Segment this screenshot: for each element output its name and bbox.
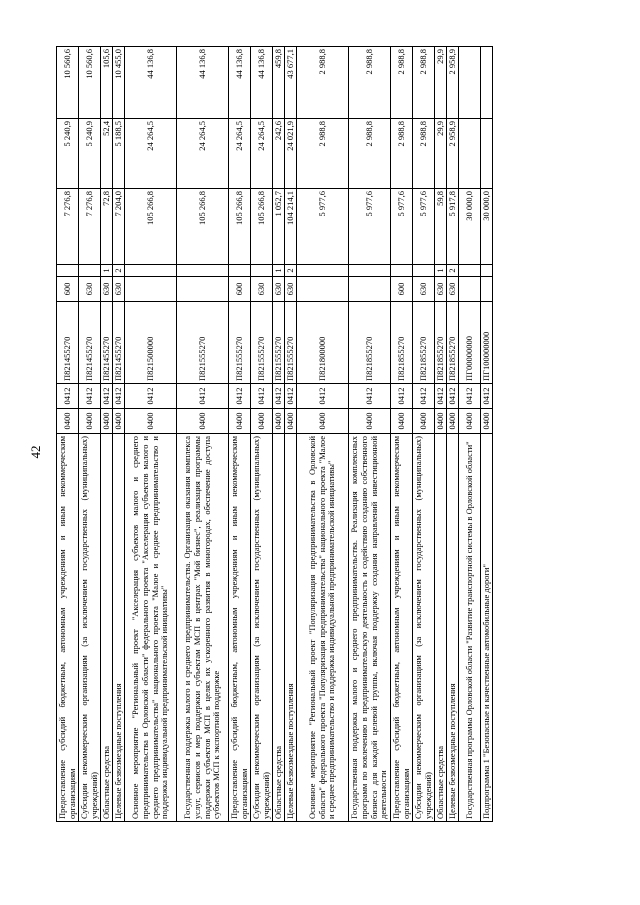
source-code xyxy=(391,265,413,277)
source-code: 2 xyxy=(447,265,459,277)
target-article-code: П821800000 xyxy=(297,302,349,384)
source-code: 1 xyxy=(273,265,285,277)
source-code: 2 xyxy=(113,265,125,277)
subsection-code: 0412 xyxy=(113,384,125,409)
expense-type-code: 630 xyxy=(79,277,101,302)
row-name: Предоставление субсидий бюджетным, автономным учреждениям и иным некоммерческим организациям xyxy=(391,434,413,822)
section-code: 0400 xyxy=(349,409,391,434)
row-name: Государственная программа Орловской области "Развитие транспортной системы в Орловской области" xyxy=(459,434,481,822)
target-article-code: П821855270 xyxy=(391,302,413,384)
expense-type-code: 600 xyxy=(229,277,251,302)
section-code: 0400 xyxy=(101,409,113,434)
section-code: 0400 xyxy=(125,409,177,434)
subsection-code: 0412 xyxy=(57,384,79,409)
target-article-code: П821455270 xyxy=(79,302,101,384)
amount-year-2: 29,9 xyxy=(435,119,447,189)
table-row xyxy=(79,47,101,822)
row-name: Государственная поддержка малого и среднего предпринимательства. Реализация комплексных программ по вовлечению в предпринимательскую деятельность и содействию созданию собственного бизнеса для каждой целевой группы, включая поддержку создания направлений инвестиционной деятельности xyxy=(349,434,391,822)
table-row xyxy=(273,47,285,822)
source-code xyxy=(413,265,435,277)
amount-year-1: 5 977,6 xyxy=(413,189,435,265)
subsection-code: 0412 xyxy=(125,384,177,409)
subsection-code: 0412 xyxy=(391,384,413,409)
table-row xyxy=(57,47,79,822)
table-row xyxy=(435,47,447,822)
expense-type-code xyxy=(459,277,481,302)
subsection-code: 0412 xyxy=(177,384,229,409)
table-row xyxy=(113,47,125,822)
row-name: Субсидии некоммерческим организациям (за исключением государственных (муниципальных) учреждений) xyxy=(413,434,435,822)
target-article-code: П821455270 xyxy=(113,302,125,384)
expense-type-code: 600 xyxy=(391,277,413,302)
amount-year-1: 5 917,8 xyxy=(447,189,459,265)
source-code xyxy=(481,265,493,277)
source-code xyxy=(57,265,79,277)
section-code: 0400 xyxy=(285,409,297,434)
source-code xyxy=(459,265,481,277)
target-article-code: П821855270 xyxy=(447,302,459,384)
subsection-code: 0412 xyxy=(251,384,273,409)
table-row xyxy=(125,47,177,822)
row-name: Целевые безвозмездные поступления xyxy=(113,434,125,822)
target-article-code: П821855270 xyxy=(413,302,435,384)
amount-year-3 xyxy=(459,47,481,119)
amount-year-1: 105 266,8 xyxy=(125,189,177,265)
subsection-code: 0412 xyxy=(273,384,285,409)
row-name: Основное мероприятие "Региональный проект "Акселерация субъектов малого и среднего предпринимательства в Орловской области" федерального проекта "Акселерация субъектов малого и среднего предпринимательства" национального проекта "Малое и среднее предпринимательство и поддержка индивидуальной предпринимательской инициативы" xyxy=(125,434,177,822)
amount-year-3: 10 455,0 xyxy=(113,47,125,119)
target-article-code: П821555270 xyxy=(273,302,285,384)
table-row xyxy=(349,47,391,822)
subsection-code: 0412 xyxy=(481,384,493,409)
source-code: 1 xyxy=(435,265,447,277)
target-article-code: П821555270 xyxy=(229,302,251,384)
amount-year-2: 5 188,5 xyxy=(113,119,125,189)
section-code: 0400 xyxy=(481,409,493,434)
amount-year-1: 105 266,8 xyxy=(177,189,229,265)
section-code: 0400 xyxy=(391,409,413,434)
section-code: 0400 xyxy=(251,409,273,434)
row-name: Субсидии некоммерческим организациям (за исключением государственных (муниципальных) учреждений) xyxy=(251,434,273,822)
row-name: Подпрограмма 1 "Безопасные и качественные автомобильные дороги" xyxy=(481,434,493,822)
section-code: 0400 xyxy=(57,409,79,434)
target-article-code: П821555270 xyxy=(251,302,273,384)
source-code xyxy=(297,265,349,277)
subsection-code: 0412 xyxy=(447,384,459,409)
target-article-code: П821455270 xyxy=(101,302,113,384)
table-row xyxy=(177,47,229,822)
amount-year-2: 52,4 xyxy=(101,119,113,189)
page-number: 42 xyxy=(28,445,43,459)
subsection-code: 0412 xyxy=(459,384,481,409)
row-name: Областные средства xyxy=(101,434,113,822)
section-code: 0400 xyxy=(113,409,125,434)
amount-year-2: 2 988,8 xyxy=(391,119,413,189)
section-code: 0400 xyxy=(447,409,459,434)
expense-type-code: 630 xyxy=(251,277,273,302)
amount-year-1: 7 276,8 xyxy=(57,189,79,265)
row-name: Предоставление субсидий бюджетным, автономным учреждениям и иным некоммерческим организациям xyxy=(57,434,79,822)
amount-year-1: 5 977,6 xyxy=(297,189,349,265)
amount-year-3: 2 988,8 xyxy=(413,47,435,119)
amount-year-2 xyxy=(459,119,481,189)
row-name: Целевые безвозмездные поступления xyxy=(285,434,297,822)
table-row xyxy=(101,47,113,822)
budget-table-container xyxy=(56,47,493,822)
section-code: 0400 xyxy=(229,409,251,434)
table-row xyxy=(251,47,273,822)
expense-type-code: 630 xyxy=(435,277,447,302)
amount-year-1: 1 052,7 xyxy=(273,189,285,265)
subsection-code: 0412 xyxy=(285,384,297,409)
section-code: 0400 xyxy=(435,409,447,434)
row-name: Целевые безвозмездные поступления xyxy=(447,434,459,822)
amount-year-3: 44 136,8 xyxy=(251,47,273,119)
expense-type-code xyxy=(481,277,493,302)
amount-year-2: 2 988,8 xyxy=(413,119,435,189)
target-article-code: ПГ100000000 xyxy=(481,302,493,384)
table-row xyxy=(285,47,297,822)
amount-year-1: 59,8 xyxy=(435,189,447,265)
amount-year-2: 242,6 xyxy=(273,119,285,189)
table-row xyxy=(413,47,435,822)
amount-year-3: 105,6 xyxy=(101,47,113,119)
section-code: 0400 xyxy=(459,409,481,434)
row-name: Основное мероприятие "Региональный проект "Популяризация предпринимательства в Орловской области" федерального проекта "Популяризация предпринимательства" национального проекта "Малое и среднее предпринимательство и поддержка индивидуальной предпринимательской инициативы" xyxy=(297,434,349,822)
table-row xyxy=(459,47,481,822)
amount-year-2: 2 958,9 xyxy=(447,119,459,189)
amount-year-1: 104 214,1 xyxy=(285,189,297,265)
amount-year-3: 10 560,6 xyxy=(79,47,101,119)
expense-type-code: 630 xyxy=(413,277,435,302)
amount-year-2: 24 264,5 xyxy=(251,119,273,189)
amount-year-3: 2 958,9 xyxy=(447,47,459,119)
amount-year-3: 43 677,1 xyxy=(285,47,297,119)
source-code xyxy=(79,265,101,277)
target-article-code: П821855270 xyxy=(349,302,391,384)
expense-type-code: 630 xyxy=(447,277,459,302)
row-name: Предоставление субсидий бюджетным, автономным учреждениям и иным некоммерческим организациям xyxy=(229,434,251,822)
subsection-code: 0412 xyxy=(79,384,101,409)
amount-year-2: 24 264,5 xyxy=(177,119,229,189)
amount-year-1: 7 204,0 xyxy=(113,189,125,265)
amount-year-1: 105 266,8 xyxy=(229,189,251,265)
subsection-code: 0412 xyxy=(413,384,435,409)
source-code xyxy=(125,265,177,277)
amount-year-3: 459,8 xyxy=(273,47,285,119)
row-name: Областные средства xyxy=(435,434,447,822)
subsection-code: 0412 xyxy=(349,384,391,409)
target-article-code: ПГ00000000 xyxy=(459,302,481,384)
budget-table-body xyxy=(57,47,493,822)
table-row xyxy=(391,47,413,822)
source-code xyxy=(251,265,273,277)
subsection-code: 0412 xyxy=(297,384,349,409)
amount-year-1: 7 276,8 xyxy=(79,189,101,265)
amount-year-1: 30 000,0 xyxy=(459,189,481,265)
amount-year-2: 24 264,5 xyxy=(125,119,177,189)
amount-year-2 xyxy=(481,119,493,189)
expense-type-code xyxy=(297,277,349,302)
target-article-code: П821555270 xyxy=(177,302,229,384)
table-row xyxy=(229,47,251,822)
amount-year-1: 105 266,8 xyxy=(251,189,273,265)
target-article-code: П821555270 xyxy=(285,302,297,384)
expense-type-code: 630 xyxy=(285,277,297,302)
amount-year-3: 2 988,8 xyxy=(391,47,413,119)
amount-year-1: 5 977,6 xyxy=(391,189,413,265)
budget-table xyxy=(56,46,493,822)
source-code: 2 xyxy=(285,265,297,277)
subsection-code: 0412 xyxy=(435,384,447,409)
section-code: 0400 xyxy=(273,409,285,434)
row-name: Государственная поддержка малого и среднего предпринимательства. Организация оказания комплекса услуг, сервисов и мер поддержки субъектам МСП в центрах "Мой бизнес", реализация программы поддержки субъектов МСП в целях их ускоренного развития в моногородах, обеспечение доступа субъектов МСП к экспортной поддержке xyxy=(177,434,229,822)
section-code: 0400 xyxy=(413,409,435,434)
amount-year-3: 44 136,8 xyxy=(229,47,251,119)
expense-type-code: 600 xyxy=(57,277,79,302)
expense-type-code xyxy=(125,277,177,302)
expense-type-code: 630 xyxy=(273,277,285,302)
source-code xyxy=(349,265,391,277)
subsection-code: 0412 xyxy=(229,384,251,409)
table-row xyxy=(297,47,349,822)
amount-year-1: 72,8 xyxy=(101,189,113,265)
section-code: 0400 xyxy=(177,409,229,434)
target-article-code: П821855270 xyxy=(435,302,447,384)
amount-year-2: 5 240,9 xyxy=(79,119,101,189)
amount-year-3: 2 988,8 xyxy=(297,47,349,119)
source-code xyxy=(177,265,229,277)
amount-year-1: 30 000,0 xyxy=(481,189,493,265)
table-row xyxy=(481,47,493,822)
expense-type-code xyxy=(177,277,229,302)
row-name: Субсидии некоммерческим организациям (за исключением государственных (муниципальных) учреждений) xyxy=(79,434,101,822)
amount-year-3: 2 988,8 xyxy=(349,47,391,119)
amount-year-1: 5 977,6 xyxy=(349,189,391,265)
subsection-code: 0412 xyxy=(101,384,113,409)
amount-year-3 xyxy=(481,47,493,119)
amount-year-3: 10 560,6 xyxy=(57,47,79,119)
source-code: 1 xyxy=(101,265,113,277)
expense-type-code: 630 xyxy=(101,277,113,302)
amount-year-2: 24 264,5 xyxy=(229,119,251,189)
amount-year-3: 44 136,8 xyxy=(125,47,177,119)
amount-year-3: 44 136,8 xyxy=(177,47,229,119)
section-code: 0400 xyxy=(79,409,101,434)
source-code xyxy=(229,265,251,277)
expense-type-code: 630 xyxy=(113,277,125,302)
amount-year-3: 29,9 xyxy=(435,47,447,119)
expense-type-code xyxy=(349,277,391,302)
target-article-code: П821500000 xyxy=(125,302,177,384)
target-article-code: П821455270 xyxy=(57,302,79,384)
amount-year-2: 5 240,9 xyxy=(57,119,79,189)
section-code: 0400 xyxy=(297,409,349,434)
amount-year-2: 24 021,9 xyxy=(285,119,297,189)
amount-year-2: 2 988,8 xyxy=(349,119,391,189)
amount-year-2: 2 988,8 xyxy=(297,119,349,189)
row-name: Областные средства xyxy=(273,434,285,822)
table-row xyxy=(447,47,459,822)
